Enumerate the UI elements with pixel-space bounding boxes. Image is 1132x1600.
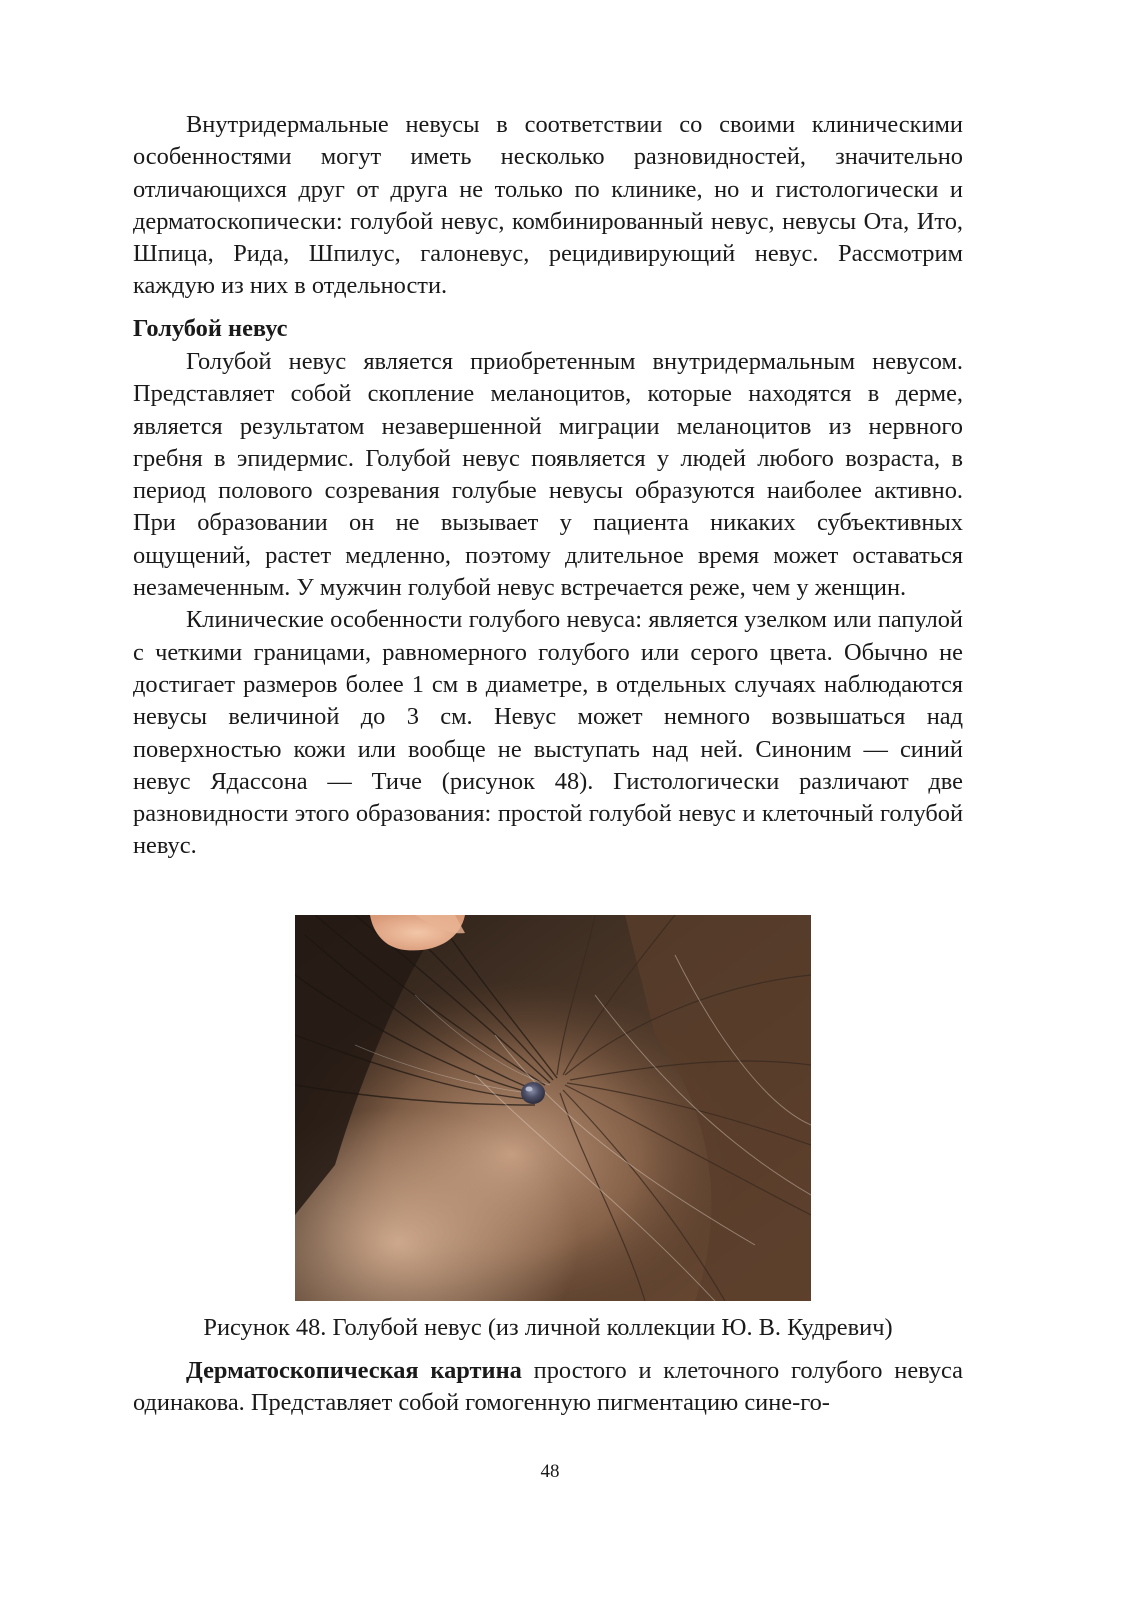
paragraph: Клинические особенности голубого невуса: является узелком или папулой с четкими границами, равномерного голубого или серого цвета. Обычно не достигает размеров более 1 см в диаметре, в отдельных случаях наблюдаются невусы величиной до 3 см. Невус может немного возвышаться над поверхностью кожи или вообще не выступать над ней. Синоним — синий невус Ядассона — Тиче (рисунок 48). Гистологически различают две разновидности этого образования: простой голубой невус и клеточный голубой невус. xyxy=(133,606,963,860)
figure-photo xyxy=(295,915,811,1301)
body-section xyxy=(133,346,963,863)
paragraph xyxy=(133,1355,963,1420)
dermatoscopy-section xyxy=(133,1355,963,1420)
paragraph: Голубой невус является приобретенным внутридермальным невусом. Представляет собой скопление меланоцитов, которые находятся в дерме, является результатом незавершенной миграции меланоцитов из нервного гребня в эпидермис. Голубой невус появляется у людей любого возраста, в период полового созревания голубые невусы образуются наиболее активно. При образовании он не вызывает у пациента никаких субъективных ощущений, растет медленно, поэтому длительное время может оставаться незамеченным. У мужчин голубой невус встречается реже, чем у женщин. xyxy=(133,348,963,602)
paragraph: Внутридермальные невусы в соответствии со своими клиническими особенностями могут иметь несколько разновидностей, значительно отличающихся друг от друга не только по клинике, но и гистологически и дерматоскопически: голубой невус, комбинированный невус, невусы Ота, Ито, Шпица, Рида, Шпилус, галоневус, рецидивирующий невус. Рассмотрим каждую из них в отдельности. xyxy=(133,111,963,300)
paragraph-rest: простого и клеточного голубого невуса одинакова. Представляет собой гомогенную пигментацию сине-го- xyxy=(133,1357,963,1417)
intro-section xyxy=(133,109,963,303)
blue-nevus-scalp-photo xyxy=(295,915,811,1301)
section-heading-block xyxy=(133,313,963,345)
section-heading: Голубой невус xyxy=(133,315,288,342)
figure-caption: Рисунок 48. Голубой невус (из личной коллекции Ю. В. Кудревич) xyxy=(203,1314,893,1341)
bold-lead-term: Дерматоскопическая картина xyxy=(186,1357,522,1384)
page-number: 48 xyxy=(540,1461,560,1482)
